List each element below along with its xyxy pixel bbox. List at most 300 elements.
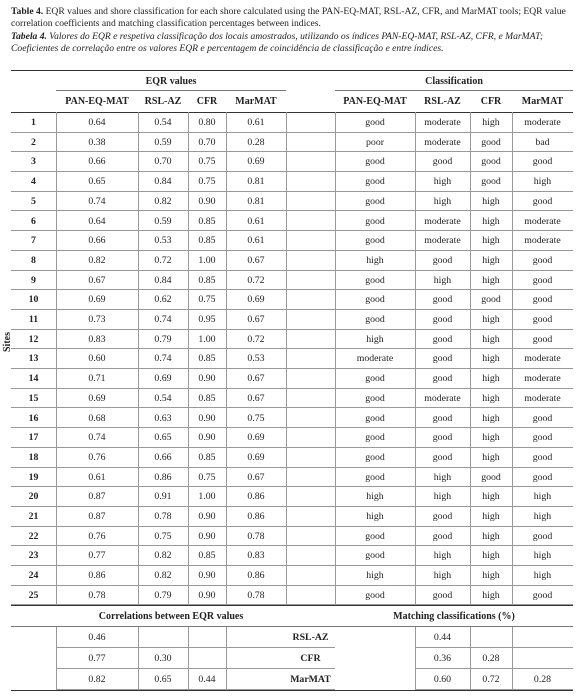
- caption-pt-text: Valores do EQR e respetiva classificação dos locais amostrados, utilizando os índices PAN-EQ-MAT, RSL-AZ, CFR, e MarMAT; Coeficientes de correlação entre os valores EQR e percentagem de coincidência de classificação e entre índices.: [11, 30, 544, 55]
- classification-cell: good: [415, 527, 470, 547]
- classification-cell: high: [470, 310, 512, 330]
- table-row: [11, 468, 573, 488]
- eqr-value-cell: 0.70: [138, 152, 188, 172]
- divider-line: [188, 627, 189, 690]
- correlation-value-cell: 0.30: [138, 648, 188, 669]
- classification-cell: good: [470, 152, 512, 172]
- classification-cell: good: [335, 231, 415, 251]
- eqr-group-rule: [56, 90, 286, 91]
- classification-cell: moderate: [512, 212, 573, 232]
- classification-cell: good: [415, 448, 470, 468]
- spacer-cell: [286, 428, 335, 448]
- spacer-cell: [286, 566, 335, 586]
- col-header-pan-eq-mat: PAN-EQ-MAT: [65, 96, 129, 107]
- eqr-value-cell: 0.85: [188, 231, 226, 251]
- classification-cell: high: [470, 231, 512, 251]
- site-number-cell: 11: [11, 310, 56, 330]
- eqr-value-cell: 0.60: [56, 349, 138, 369]
- correlation-value-cell: 0.65: [138, 669, 188, 690]
- classification-cell: good: [335, 546, 415, 566]
- eqr-value-cell: 0.69: [226, 428, 286, 448]
- eqr-value-cell: 0.74: [138, 349, 188, 369]
- classification-cell: good: [470, 133, 512, 153]
- spacer-cell: [286, 468, 335, 488]
- spacer-cell: [286, 330, 335, 350]
- eqr-value-cell: 0.64: [56, 113, 138, 133]
- table-row: [11, 231, 573, 251]
- classification-cell: good: [335, 212, 415, 232]
- spacer-cell: [286, 389, 335, 409]
- classification-header: Classification: [425, 76, 483, 87]
- spacer-cell: [286, 192, 335, 212]
- classification-cell: high: [470, 251, 512, 271]
- site-number-cell: 24: [11, 566, 56, 586]
- eqr-value-cell: 0.69: [138, 369, 188, 389]
- classification-cell: poor: [335, 133, 415, 153]
- divider-line: [512, 627, 513, 690]
- eqr-value-cell: 0.61: [226, 113, 286, 133]
- eqr-value-cell: 0.83: [56, 330, 138, 350]
- eqr-value-cell: 0.80: [188, 113, 226, 133]
- classification-cell: good: [335, 113, 415, 133]
- site-number-cell: 25: [11, 586, 56, 606]
- eqr-value-cell: 0.69: [56, 389, 138, 409]
- classification-cell: moderate: [512, 231, 573, 251]
- eqr-value-cell: 0.61: [56, 468, 138, 488]
- classification-cell: good: [512, 251, 573, 271]
- site-number-cell: 19: [11, 468, 56, 488]
- classification-cell: good: [415, 290, 470, 310]
- eqr-value-cell: 0.62: [138, 290, 188, 310]
- site-number-cell: 5: [11, 192, 56, 212]
- eqr-value-cell: 0.72: [226, 271, 286, 291]
- col-header-marmat: MarMAT: [235, 96, 277, 107]
- col-header-rsl-az: RSL-AZ: [144, 96, 182, 107]
- table-row: [11, 586, 573, 606]
- site-number-cell: 18: [11, 448, 56, 468]
- classification-cell: high: [512, 566, 573, 586]
- matching-value-cell: 0.72: [470, 669, 512, 690]
- col-header-rsl-az-class: RSL-AZ: [424, 96, 461, 107]
- classification-cell: moderate: [512, 349, 573, 369]
- classification-cell: good: [512, 152, 573, 172]
- eqr-value-cell: 0.74: [56, 192, 138, 212]
- site-number-cell: 9: [11, 271, 56, 291]
- eqr-value-cell: 0.67: [226, 369, 286, 389]
- spacer-cell: [286, 507, 335, 527]
- classification-cell: good: [335, 290, 415, 310]
- divider-line: [415, 627, 416, 690]
- matching-value-cell: 0.44: [415, 627, 470, 648]
- table-row: [11, 487, 573, 507]
- classification-cell: good: [470, 290, 512, 310]
- eqr-value-cell: 0.85: [188, 546, 226, 566]
- classification-cell: moderate: [512, 369, 573, 389]
- eqr-value-cell: 0.54: [138, 389, 188, 409]
- spacer-cell: [286, 271, 335, 291]
- classification-cell: good: [335, 271, 415, 291]
- site-number-cell: 1: [11, 113, 56, 133]
- eqr-value-cell: 0.64: [56, 212, 138, 232]
- index-label-cell: MarMAT: [286, 669, 335, 690]
- eqr-value-cell: 0.82: [56, 251, 138, 271]
- col-header-cfr: CFR: [196, 96, 218, 107]
- table-row: [11, 566, 573, 586]
- classification-cell: high: [335, 566, 415, 586]
- spacer-cell: [286, 113, 335, 133]
- spacer-cell: [286, 212, 335, 232]
- eqr-value-cell: 1.00: [188, 251, 226, 271]
- classification-cell: high: [415, 487, 470, 507]
- spacer-cell: [286, 251, 335, 271]
- site-number-cell: 20: [11, 487, 56, 507]
- eqr-value-cell: 0.63: [138, 409, 188, 429]
- classification-cell: good: [470, 172, 512, 192]
- col-header-cfr-class: CFR: [480, 96, 502, 107]
- table-caption: [11, 6, 573, 56]
- correlation-row: [11, 669, 573, 690]
- eqr-value-cell: 0.90: [188, 428, 226, 448]
- classification-cell: good: [512, 586, 573, 606]
- classification-cell: high: [415, 468, 470, 488]
- classification-cell: good: [415, 152, 470, 172]
- classification-cell: high: [470, 487, 512, 507]
- table-row: [11, 448, 573, 468]
- col-header-pan-eq-mat-class: PAN-EQ-MAT: [343, 96, 407, 107]
- eqr-value-cell: 0.87: [56, 487, 138, 507]
- spacer-cell: [286, 448, 335, 468]
- eqr-value-cell: 0.75: [226, 409, 286, 429]
- classification-cell: high: [470, 330, 512, 350]
- eqr-value-cell: 0.95: [188, 310, 226, 330]
- classification-cell: good: [335, 428, 415, 448]
- classification-cell: high: [470, 212, 512, 232]
- classification-cell: good: [335, 448, 415, 468]
- eqr-value-cell: 0.75: [188, 172, 226, 192]
- sites-axis-label: Sites: [2, 332, 13, 352]
- table-row: [11, 152, 573, 172]
- eqr-value-cell: 0.69: [56, 290, 138, 310]
- col-header-marmat-class: MarMAT: [521, 96, 564, 107]
- eqr-value-cell: 0.81: [226, 172, 286, 192]
- eqr-value-cell: 0.69: [226, 448, 286, 468]
- site-number-cell: 22: [11, 527, 56, 547]
- index-label-cell: CFR: [286, 648, 335, 669]
- classification-cell: high: [470, 192, 512, 212]
- site-number-cell: 23: [11, 546, 56, 566]
- table-row: [11, 192, 573, 212]
- eqr-value-cell: 0.85: [188, 389, 226, 409]
- eqr-value-cell: 0.84: [138, 271, 188, 291]
- eqr-value-cell: 0.72: [138, 251, 188, 271]
- spacer-cell: [286, 349, 335, 369]
- spacer-cell: [286, 546, 335, 566]
- classification-cell: good: [512, 409, 573, 429]
- eqr-value-cell: 0.84: [138, 172, 188, 192]
- eqr-value-cell: 0.67: [56, 271, 138, 291]
- matching-header: Matching classifications (%): [393, 611, 515, 622]
- table-row: [11, 133, 573, 153]
- eqr-value-cell: 0.87: [56, 507, 138, 527]
- eqr-value-cell: 0.90: [188, 192, 226, 212]
- eqr-value-cell: 0.72: [226, 330, 286, 350]
- table-row: [11, 172, 573, 192]
- site-number-cell: 21: [11, 507, 56, 527]
- table-row: [11, 212, 573, 232]
- caption-english: [11, 6, 573, 31]
- classification-cell: good: [335, 389, 415, 409]
- table-row: [11, 113, 573, 133]
- eqr-value-cell: 0.69: [226, 290, 286, 310]
- index-label-cell: RSL-AZ: [286, 627, 335, 648]
- correlation-value-cell: [188, 627, 226, 648]
- classification-cell: good: [415, 507, 470, 527]
- classification-cell: moderate: [415, 133, 470, 153]
- matching-value-cell: 0.28: [512, 669, 573, 690]
- eqr-value-cell: 0.90: [188, 409, 226, 429]
- eqr-value-cell: 0.86: [226, 487, 286, 507]
- classification-cell: moderate: [335, 349, 415, 369]
- classification-cell: moderate: [415, 389, 470, 409]
- classification-cell: good: [512, 527, 573, 547]
- site-number-cell: 8: [11, 251, 56, 271]
- classification-cell: good: [415, 428, 470, 448]
- classification-cell: high: [415, 271, 470, 291]
- table-row: [11, 428, 573, 448]
- classification-cell: high: [335, 487, 415, 507]
- classification-cell: good: [335, 310, 415, 330]
- spacer-cell: [286, 172, 335, 192]
- eqr-value-cell: 0.86: [226, 566, 286, 586]
- classification-cell: high: [415, 566, 470, 586]
- top-rule: [11, 70, 573, 71]
- eqr-value-cell: 0.90: [188, 586, 226, 606]
- matching-value-cell: [512, 648, 573, 669]
- spacer-cell: [286, 369, 335, 389]
- classification-cell: moderate: [512, 389, 573, 409]
- eqr-value-cell: 0.86: [226, 507, 286, 527]
- table-row: [11, 369, 573, 389]
- eqr-value-cell: 0.65: [56, 172, 138, 192]
- site-number-cell: 16: [11, 409, 56, 429]
- eqr-value-cell: 0.75: [188, 152, 226, 172]
- eqr-value-cell: 0.75: [188, 290, 226, 310]
- eqr-value-cell: 0.85: [188, 349, 226, 369]
- eqr-value-cell: 0.76: [56, 527, 138, 547]
- eqr-value-cell: 0.73: [56, 310, 138, 330]
- correlation-value-cell: 0.44: [188, 669, 226, 690]
- spacer-cell: [286, 586, 335, 606]
- eqr-value-cell: 0.67: [226, 468, 286, 488]
- correlation-value-cell: [188, 648, 226, 669]
- matching-value-cell: 0.60: [415, 669, 470, 690]
- eqr-value-cell: 0.79: [138, 330, 188, 350]
- spacer-cell: [286, 409, 335, 429]
- eqr-value-cell: 0.78: [226, 586, 286, 606]
- site-number-cell: 12: [11, 330, 56, 350]
- eqr-value-cell: 0.61: [226, 231, 286, 251]
- bottom-rule: [11, 690, 573, 691]
- eqr-value-cell: 0.54: [138, 113, 188, 133]
- table-row: [11, 290, 573, 310]
- eqr-value-cell: 0.75: [138, 527, 188, 547]
- correlation-value-cell: 0.82: [56, 669, 138, 690]
- eqr-value-cell: 0.74: [138, 310, 188, 330]
- classification-cell: high: [415, 192, 470, 212]
- divider-line: [138, 627, 139, 690]
- spacer-cell: [286, 133, 335, 153]
- spacer-cell: [286, 310, 335, 330]
- classification-cell: good: [512, 330, 573, 350]
- eqr-value-cell: 0.53: [226, 349, 286, 369]
- eqr-value-cell: 0.81: [226, 192, 286, 212]
- eqr-value-cell: 0.59: [138, 133, 188, 153]
- classification-cell: high: [512, 487, 573, 507]
- classification-cell: high: [470, 349, 512, 369]
- eqr-value-cell: 0.86: [56, 566, 138, 586]
- eqr-value-cell: 0.90: [188, 527, 226, 547]
- classification-cell: high: [470, 113, 512, 133]
- eqr-value-cell: 0.75: [188, 468, 226, 488]
- divider-line: [470, 627, 471, 690]
- eqr-value-cell: 0.86: [138, 468, 188, 488]
- eqr-value-cell: 0.66: [56, 231, 138, 251]
- eqr-value-cell: 0.74: [56, 428, 138, 448]
- classification-cell: good: [415, 251, 470, 271]
- matching-value-cell: 0.36: [415, 648, 470, 669]
- eqr-value-cell: 0.91: [138, 487, 188, 507]
- classification-cell: high: [470, 369, 512, 389]
- eqr-value-cell: 1.00: [188, 330, 226, 350]
- classification-cell: moderate: [415, 113, 470, 133]
- table-row: [11, 507, 573, 527]
- spacer-cell: [286, 290, 335, 310]
- classification-cell: high: [470, 546, 512, 566]
- site-number-cell: 6: [11, 212, 56, 232]
- classification-cell: good: [415, 310, 470, 330]
- classification-cell: good: [335, 409, 415, 429]
- classification-cell: good: [335, 527, 415, 547]
- classification-cell: high: [470, 409, 512, 429]
- classification-cell: bad: [512, 133, 573, 153]
- eqr-value-cell: 0.85: [188, 212, 226, 232]
- eqr-value-cell: 0.70: [188, 133, 226, 153]
- eqr-value-cell: 0.82: [138, 546, 188, 566]
- classification-cell: high: [415, 546, 470, 566]
- eqr-value-cell: 0.71: [56, 369, 138, 389]
- caption-pt-label: Tabela 4.: [11, 30, 47, 42]
- eqr-value-cell: 0.78: [138, 507, 188, 527]
- classification-cell: high: [470, 389, 512, 409]
- site-number-cell: 2: [11, 133, 56, 153]
- classification-cell: moderate: [512, 113, 573, 133]
- eqr-value-cell: 0.67: [226, 389, 286, 409]
- classification-cell: good: [415, 586, 470, 606]
- site-number-cell: 13: [11, 349, 56, 369]
- eqr-value-cell: 0.78: [56, 586, 138, 606]
- classification-cell: good: [512, 192, 573, 212]
- classification-cell: good: [512, 448, 573, 468]
- eqr-value-cell: 0.65: [138, 428, 188, 448]
- classification-cell: moderate: [415, 231, 470, 251]
- correlation-value-cell: 0.77: [56, 648, 138, 669]
- eqr-value-cell: 0.90: [188, 369, 226, 389]
- classification-cell: high: [335, 330, 415, 350]
- eqr-value-cell: 0.61: [226, 212, 286, 232]
- classification-cell: good: [335, 586, 415, 606]
- eqr-value-cell: 0.82: [138, 192, 188, 212]
- eqr-value-cell: 0.83: [226, 546, 286, 566]
- classification-cell: high: [470, 428, 512, 448]
- eqr-value-cell: 0.68: [56, 409, 138, 429]
- classification-cell: high: [512, 172, 573, 192]
- correlation-value-cell: [138, 627, 188, 648]
- spacer-cell: [286, 152, 335, 172]
- eqr-value-cell: 0.28: [226, 133, 286, 153]
- table-row: [11, 310, 573, 330]
- eqr-value-cell: 0.85: [188, 271, 226, 291]
- caption-en-label: Table 4.: [11, 6, 44, 17]
- classification-cell: good: [335, 192, 415, 212]
- main-table-bottom-rule: [11, 605, 573, 606]
- spacer-cell: [286, 527, 335, 547]
- table-row: [11, 349, 573, 369]
- table-row: [11, 330, 573, 350]
- caption-portuguese: [11, 31, 573, 56]
- site-number-cell: 3: [11, 152, 56, 172]
- classification-cell: high: [470, 527, 512, 547]
- classification-cell: high: [470, 507, 512, 527]
- eqr-value-cell: 0.90: [188, 566, 226, 586]
- eqr-value-cell: 0.90: [188, 507, 226, 527]
- classification-cell: good: [415, 330, 470, 350]
- classification-cell: good: [470, 468, 512, 488]
- classification-cell: good: [512, 428, 573, 448]
- matching-value-cell: [470, 627, 512, 648]
- classification-cell: moderate: [415, 212, 470, 232]
- classification-cell: good: [512, 271, 573, 291]
- classification-cell: good: [512, 310, 573, 330]
- classification-cell: good: [335, 172, 415, 192]
- eqr-value-cell: 0.53: [138, 231, 188, 251]
- classification-cell: high: [335, 251, 415, 271]
- caption-en-text: EQR values and shore classification for each shore calculated using the PAN-EQ-MAT, RSL-AZ, CFR, and MarMAT tools; EQR value correlation coefficients and matching classification percentages between indices.: [11, 6, 566, 30]
- correlation-value-cell: 0.46: [56, 627, 138, 648]
- divider-line: [226, 627, 227, 690]
- eqr-value-cell: 1.00: [188, 487, 226, 507]
- eqr-value-cell: 0.66: [56, 152, 138, 172]
- eqr-value-cell: 0.59: [138, 212, 188, 232]
- classification-cell: high: [415, 172, 470, 192]
- classification-cell: good: [415, 409, 470, 429]
- classification-cell: high: [512, 546, 573, 566]
- spacer-cell: [226, 648, 286, 669]
- site-number-cell: 17: [11, 428, 56, 448]
- site-number-cell: 10: [11, 290, 56, 310]
- eqr-value-cell: 0.69: [226, 152, 286, 172]
- spacer-cell: [286, 487, 335, 507]
- classification-cell: high: [470, 448, 512, 468]
- classification-cell: good: [415, 369, 470, 389]
- spacer-cell: [226, 627, 286, 648]
- classification-cell: high: [470, 271, 512, 291]
- site-number-cell: 7: [11, 231, 56, 251]
- classification-cell: good: [335, 468, 415, 488]
- eqr-value-cell: 0.67: [226, 310, 286, 330]
- matching-value-cell: [512, 627, 573, 648]
- table-row: [11, 527, 573, 547]
- site-number-cell: 14: [11, 369, 56, 389]
